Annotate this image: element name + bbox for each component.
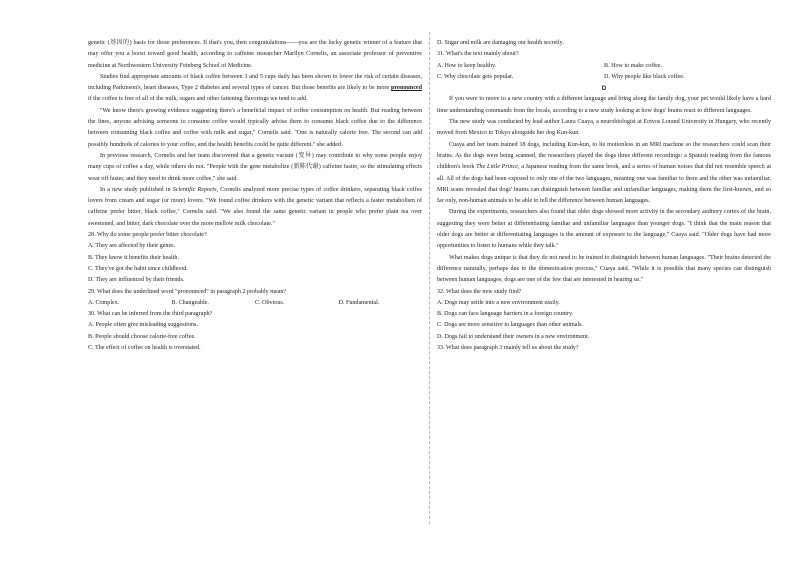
q28-option-a[interactable]: A. They are affected by their genes. (88, 243, 176, 250)
passage-c-paragraph-4: In previous research, Cornelis and her team discovered that a genetic variant (变异) may contribute to why some people enjoy many cups of coffee a day, while others do not. "People with the gene metabolize (新陈代谢) caffeine faster, so the stimulating effects wear off faster, and they need to drink more coffee," she said. (88, 152, 422, 182)
q29-option-c[interactable]: C. Obvious. (255, 299, 285, 306)
section-heading: D (601, 85, 607, 93)
passage-c-paragraph-2: Studies find appropriate amounts of black coffee between 3 and 5 cups daily has been shown to lower the risk of certain diseases, including Parkinson's, heart diseases, Type 2 diabetes and several types of cancer. But those benefits are likely to be more pronounced if the coffee is free of all of the milk, sugars and other fattening flavorings we tend to add. (88, 73, 422, 103)
q29-option-b[interactable]: B. Changeable. (171, 299, 209, 306)
q31-option-a[interactable]: A. How to keep healthy. (437, 62, 497, 69)
q28-option-d[interactable]: D. They are influenced by their friends. (88, 277, 185, 284)
right-column (437, 38, 771, 354)
passage-c-paragraph-3: "We know there's growing evidence suggesting there's a beneficial impact of coffee consumption on health. But reading between the lines, anyone advising someone to consume coffee would typically advise them to consume black coffee due to the difference between consuming black coffee and coffee with milk and sugar," Cornelis said. "One is naturally calorie free. The second can add possibly hundreds of calories to your coffee, and the health benefits could be quite different." she added. (88, 107, 422, 148)
passage-c-paragraph-1: genetic (基因的) basis for those preferences. If that's you, then congratulations——you are the lucky genetic winner of a feature that may offer you a boost toward good health, according to caffeine researcher Marilyn Cornelis, an associate professor of preventive medicine at Northwestern University Feinberg School of Medicine. (88, 40, 422, 69)
q31-option-b[interactable]: B. How to make coffee. (604, 62, 663, 69)
q32-option-c[interactable]: C. Dogs are more sensitive to languages than other animals. (437, 322, 584, 329)
q31-options-row-1 (437, 61, 771, 72)
question-28: 28. Why do some people prefer bitter chocolate? (88, 232, 207, 239)
q28-option-b[interactable]: B. They know it benefits their health. (88, 254, 179, 261)
q31-option-c[interactable]: C. Why chocolate gets popular. (437, 73, 514, 80)
passage-d-paragraph-5: What makes dogs unique is that they do not need to be trained to distinguish between human languages. "Their brains detected the difference naturally, perhaps due to the domestication process," Cuaya said. "While it is possible that many species can distinguish between human languages, dogs are one of the few that are interested in hearing us." (437, 254, 771, 284)
question-32: 32. What does the new study find? (437, 288, 522, 295)
q30-option-c[interactable]: C. The effect of coffee on health is overstated. (88, 345, 201, 352)
q31-options-row-2 (437, 72, 771, 83)
passage-d-paragraph-2: The new study was conducted by lead author Laura Cuaya, a neurobiologist at Eotvos Lorand University in Hungary, who recently moved from Mexico to Tokyo alongside her dog Kun-kun. (437, 119, 771, 137)
left-column (88, 38, 422, 354)
q31-option-d[interactable]: D. Why people like black coffee. (604, 73, 685, 80)
q28-option-c[interactable]: C. They've got the habit since childhood. (88, 265, 188, 272)
question-31: 31. What's the text mainly about? (437, 51, 519, 58)
q32-option-a[interactable]: A. Dogs may settle into a new environment easily. (437, 299, 560, 306)
passage-d-paragraph-1: If you were to move to a new country with a different language and bring along the family dog, your pet would likely have a hard time understanding commands from the locals, according to a new study looking at how dogs' brains react to different languages. (437, 96, 771, 114)
passage-c-paragraph-5: In a new study published in Scientific Reports, Cornelis analyzed more precise types of coffee drinkers, separating black coffee lovers from cream and sugar (or more) lovers. "We found coffee drinkers with the genetic variant that reflects a faster metabolism of caffeine prefer bitter, black coffee," Cornelis said. "We also found the same genetic variant in people who prefer plain tea over sweetened, and bitter, dark chocolate over the more mellow milk chocolate." (88, 186, 423, 227)
passage-d-paragraph-4: During the experiments, researchers also found that older dogs showed more activity in the secondary auditory cortex of the brain, suggesting they were better at differentiating familiar and unfamiliar languages than younger dogs. "I think that the main reason that older dogs are better at differentiating languages is the amount of exposure to the language," Cuaya said. "Older dogs have had more opportunities to listen to humans while they talk." (437, 209, 771, 250)
q32-option-b[interactable]: B. Dogs can face language barriers in a foreign country. (437, 311, 574, 318)
question-29: 29. What does the underlined word "pronounced" in paragraph 2 probably mean? (88, 288, 287, 295)
column-divider (429, 32, 430, 524)
q30-option-a[interactable]: A. People often give misleading suggestions. (88, 322, 198, 329)
underlined-word: pronounced (390, 85, 422, 92)
journal-name: Scientific Reports (172, 186, 217, 193)
passage-d-paragraph-3: Cuaya and her team trained 18 dogs, including Kun-kun, to lie motionless in an MRI machine so the researchers could scan their brains. As the dogs were being scanned, the researchers played the dogs three different recordings: a Spanish reading from the famous children's book The Little Prince, a Japanese reading from the same book, and a series of human noises that did not resemble speech at all. All of the dogs had been exposed to only one of the two languages, meaning one was familiar to them and the other was unfamiliar. MRI scans revealed that dogs' brains can distinguish between familiar and unfamiliar languages, making them the first-known, and so far only, non-human animals to be able to tell the difference between human languages. (437, 141, 772, 205)
question-33: 33. What does paragraph 3 mainly tell us about the study? (437, 345, 579, 352)
q30-option-b[interactable]: B. People should choose calorie-free coffee. (88, 333, 196, 340)
q29-option-d[interactable]: D. Fundamental. (338, 299, 380, 306)
book-title: The Little Prince (476, 164, 518, 171)
question-30: 30. What can be inferred from the third paragraph? (88, 311, 213, 318)
q32-option-d[interactable]: D. Dogs fail to understand their owners in a new environment. (437, 333, 590, 340)
q30-option-d[interactable]: D. Sugar and milk are damaging our health secretly. (437, 40, 564, 46)
q29-options (88, 298, 422, 309)
q29-option-a[interactable]: A. Complex. (88, 299, 120, 306)
